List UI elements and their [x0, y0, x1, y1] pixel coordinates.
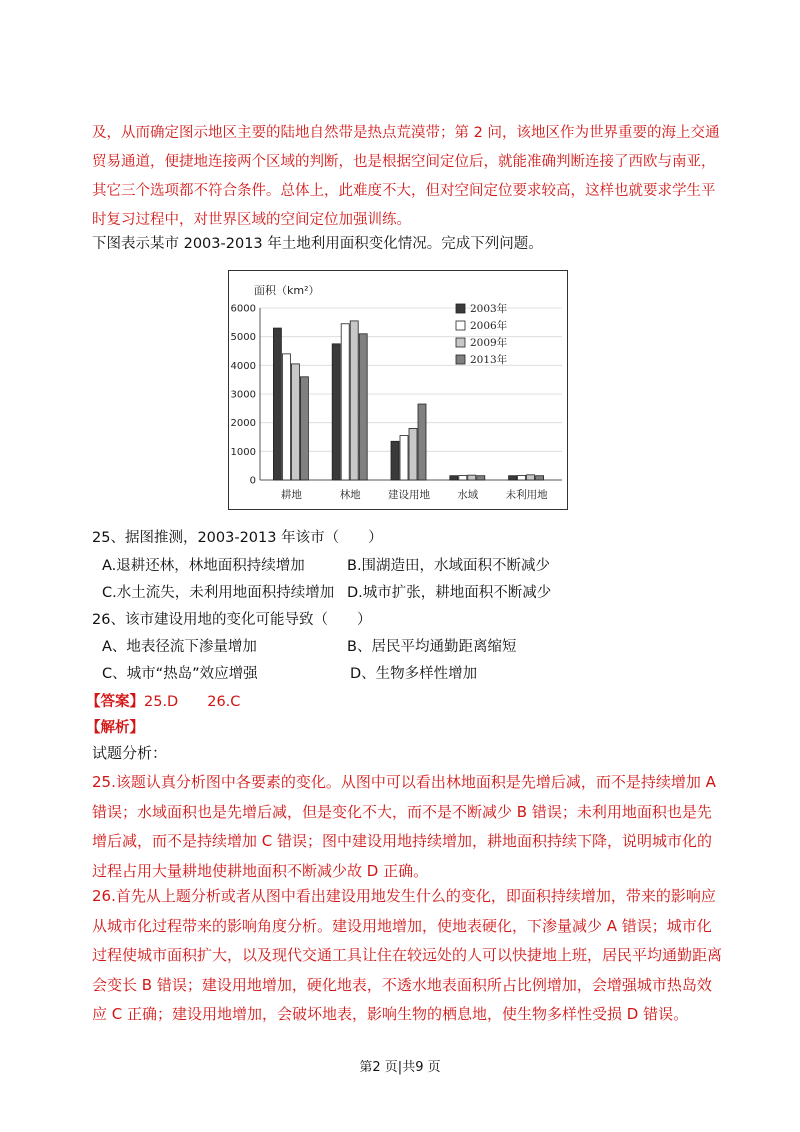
bar-未利用地-2013年	[536, 476, 544, 480]
q26-option-c: C、城市“热岛”效应增强	[102, 666, 258, 682]
legend-swatch-2013年	[456, 355, 465, 364]
q26-option-b: B、居民平均通勤距离缩短	[347, 639, 517, 655]
land-use-chart	[228, 270, 568, 510]
y-tick-3000: 3000	[230, 389, 256, 401]
bar-耕地-2003年	[273, 328, 281, 480]
x-tick-未利用地: 未利用地	[505, 489, 548, 501]
y-tick-6000: 6000	[230, 303, 256, 315]
bar-水域-2009年	[468, 475, 476, 480]
answer-text: 25.D 26.C	[144, 694, 241, 710]
y-tick-1000: 1000	[230, 446, 256, 458]
bar-未利用地-2006年	[518, 475, 526, 480]
bar-建设用地-2013年	[418, 404, 426, 480]
legend-label-2013年: 2013年	[470, 354, 508, 366]
answer-line	[86, 690, 240, 711]
analysis-tag: 【解析】	[86, 720, 144, 736]
bar-耕地-2009年	[291, 364, 299, 480]
q25-option-b: B.围湖造田，水域面积不断减少	[347, 558, 551, 574]
x-tick-耕地: 耕地	[280, 489, 302, 501]
y-tick-2000: 2000	[230, 418, 256, 430]
bar-未利用地-2009年	[527, 475, 535, 480]
bar-建设用地-2006年	[400, 436, 408, 480]
q26-option-a: A、地表径流下渗量增加	[102, 639, 257, 655]
bar-水域-2013年	[477, 476, 485, 480]
legend-label-2009年: 2009年	[470, 337, 508, 349]
legend-swatch-2003年	[456, 304, 465, 313]
q26-option-d: D、生物多样性增加	[350, 666, 478, 682]
bar-林地-2009年	[350, 321, 358, 480]
chart-svg	[228, 270, 568, 510]
analysis-25: 25.该题认真分析图中各要素的变化。从图中可以看出林地面积是先增后减，而不是持续增加 A 错误；水域面积也是先增后减，但是变化不大，而不是不断减少 B 错误；未利用地面积也是先增后减，而不是持续增加 C 错误；图中建设用地持续增加，耕地面积持续下降，说明城市化的过程占用大量耕地使耕地面积不断减少故 D 正确。	[92, 773, 716, 880]
y-tick-0: 0	[249, 475, 256, 487]
q25-option-d: D.城市扩张，耕地面积不断减少	[347, 585, 552, 601]
analysis-heading: 试题分析：	[92, 744, 168, 762]
legend-swatch-2009年	[456, 338, 465, 347]
q26-stem: 26、该市建设用地的变化可能导致（ ）	[92, 612, 372, 628]
bar-建设用地-2003年	[391, 441, 399, 480]
y-tick-5000: 5000	[230, 332, 256, 344]
legend-label-2003年: 2003年	[470, 303, 508, 315]
answer-tag: 【答案】	[86, 694, 144, 710]
legend-label-2006年: 2006年	[470, 320, 508, 332]
q25-option-c: C.水土流失，未利用地面积持续增加	[102, 585, 335, 601]
bar-耕地-2006年	[282, 354, 290, 480]
y-tick-4000: 4000	[230, 360, 256, 372]
bar-林地-2006年	[341, 324, 349, 480]
bar-水域-2003年	[450, 476, 458, 480]
analysis-26: 26.首先从上题分析或者从图中看出建设用地发生什么的变化，即面积持续增加，带来的影响应从城市化过程带来的影响角度分析。建设用地增加，使地表硬化，下渗量减少 A 错误；城市化过程使城市面积扩大，以及现代交通工具让住在较远处的人可以快捷地上班，居民平均通勤距离会变长 B 错误；建设用地增加，硬化地表，不透水地表面积所占比例增加，会增强城市热岛效应 C 正确；建设用地增加，会破坏地表，影响生物的栖息地，使生物多样性受损 D 错误。	[92, 887, 723, 1023]
x-tick-林地: 林地	[339, 489, 361, 501]
intro-paragraph: 及，从而确定图示地区主要的陆地自然带是热点荒漠带；第 2 问，该地区作为世界重要的海上交通贸易通道，便捷地连接两个区域的判断，也是根据空间定位后，就能准确判断连接了西欧与南亚，其它三个选项都不符合条件。总体上，此难度不大，但对空间定位要求较高，这样也就要求学生平时复习过程中，对世界区域的空间定位加强训练。	[92, 125, 720, 228]
q25-stem: 25、据图推测，2003-2013 年该市（ ）	[92, 530, 383, 546]
x-tick-建设用地: 建设用地	[388, 489, 430, 501]
legend-swatch-2006年	[456, 321, 465, 330]
bar-林地-2013年	[359, 334, 367, 480]
chart-ylabel: 面积（km²）	[254, 284, 320, 297]
page-footer: 第2 页|共9 页	[359, 1060, 441, 1075]
bar-未利用地-2003年	[509, 476, 517, 480]
bar-林地-2003年	[332, 344, 340, 480]
bar-耕地-2013年	[300, 377, 308, 480]
bar-水域-2006年	[459, 475, 467, 480]
bar-建设用地-2009年	[409, 428, 417, 480]
x-tick-水域: 水域	[457, 489, 479, 501]
question-intro: 下图表示某市 2003-2013 年土地利用面积变化情况。完成下列问题。	[92, 236, 543, 252]
q25-option-a: A.退耕还林，林地面积持续增加	[102, 558, 305, 574]
